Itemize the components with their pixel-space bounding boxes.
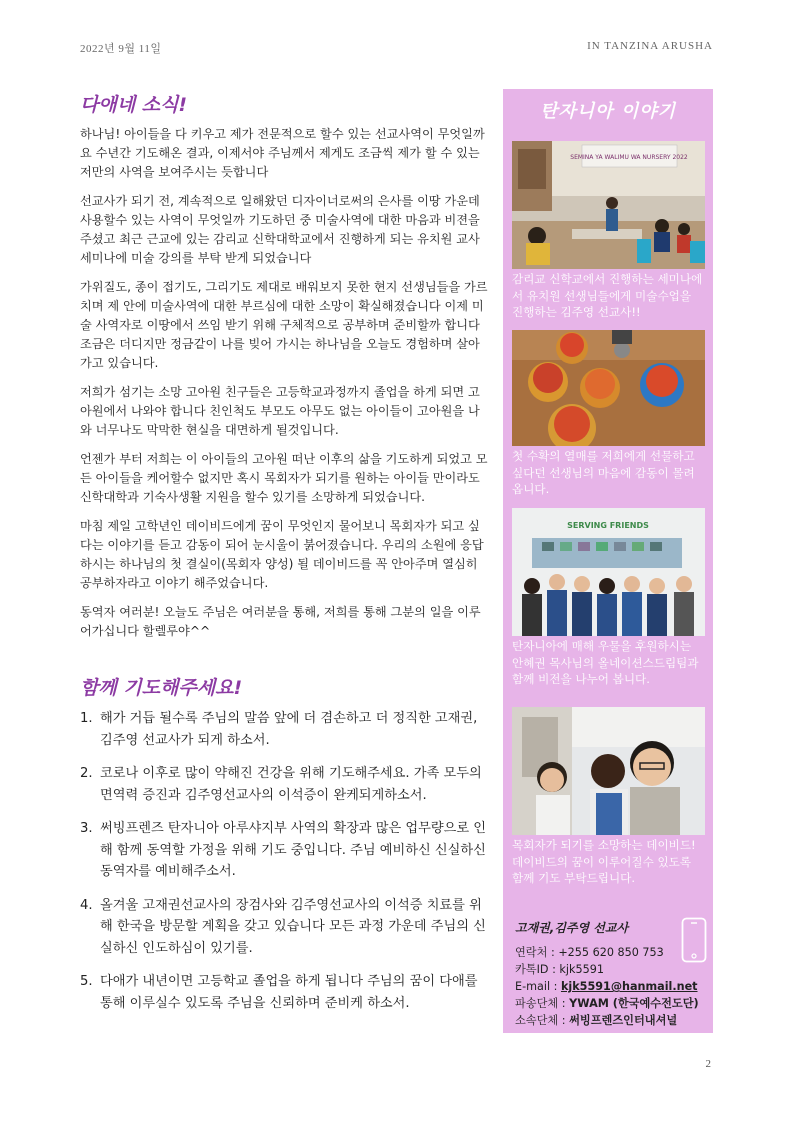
news-title: 다애네 소식! bbox=[80, 94, 188, 116]
prayer-item bbox=[80, 971, 490, 1014]
tomato-caption: 첫 수확의 열매를 저희에게 선물하고 싶다던 선생님의 마음에 감동이 몰려옵니다. bbox=[512, 449, 695, 496]
prayer-text: 써빙프렌즈 탄자니아 아루샤지부 사역의 확장과 많은 업무량으로 인해 함께 동역할 가정을 위해 기도 중입니다. 주님 예비하신 신실하신 동역자를 예비해주소서. bbox=[100, 821, 487, 879]
news-paragraph: 언젠가 부터 저희는 이 아이들의 고아원 떠난 이후의 삶을 기도하게 되었고 모든 아이들을 케어할수 없지만 혹시 목회자가 되기를 원하는 아이들 만이라도 신학대학과 기숙사생활 지원을 할수 있기를 소망하게 되었습니다. bbox=[80, 452, 488, 504]
banner-text: SEMINA YA WALIMU WA NURSERY 2022 bbox=[570, 154, 688, 161]
contact-sending-row bbox=[515, 995, 701, 1012]
group-photo bbox=[512, 508, 705, 636]
news-paragraph: 동역자 여러분! 오늘도 주님은 여러분을 통해, 저희를 통해 그분의 일을 이루어가십니다 할렐루야^^ bbox=[80, 605, 481, 638]
kakao-label: 카톡ID : bbox=[515, 963, 556, 976]
prayer-text: 다애가 내년이면 고등학교 졸업을 하게 됩니다 주님의 꿈이 다애를 통해 이루실수 있도록 주님을 신뢰하며 준비케 하소서. bbox=[100, 974, 478, 1011]
tomato-baskets-photo bbox=[512, 330, 705, 446]
contact-email-row bbox=[515, 978, 701, 995]
header-date: 2022년 9월 11일 bbox=[80, 43, 162, 55]
sending-label: 파송단체 : bbox=[515, 997, 566, 1010]
news-paragraph: 저희가 섬기는 소망 고아원 친구들은 고등학교과정까지 졸업을 하게 되면 고아원에서 나와야 합니다 친인척도 부모도 아무도 없는 아이들이 고아원을 나와 너무나도 막막한 현실을 대면하게 될것입니다. bbox=[80, 385, 480, 437]
prayer-item bbox=[80, 895, 490, 960]
prayer-text: 올겨울 고재권선교사의 장검사와 김주영선교사의 이석증 치료를 위해 한국을 방문할 계획을 갖고 있습니다 모든 과정 가운데 주님의 신실하신 인도하심이 있기를. bbox=[100, 897, 486, 956]
david-caption: 목회자가 되기를 소망하는 데이비드! 데이비드의 꿈이 이루어질수 있도록 함께 기도 부탁드립니다. bbox=[512, 838, 696, 885]
seminar-photo bbox=[512, 141, 705, 269]
contact-phone-row bbox=[515, 944, 701, 961]
contact-kakao-row bbox=[515, 961, 701, 978]
mural-text: SERVING FRIENDS bbox=[567, 521, 649, 530]
contact-affil-row bbox=[515, 1012, 701, 1029]
sidebar-title: 탄자니아 이야기 bbox=[540, 101, 676, 122]
group-caption: 탄자니아에 매해 우물을 후원하시는 안혜권 목사님의 올네이션스드림팀과 함께 비전을 나누어 봅니다. bbox=[512, 639, 699, 686]
news-paragraph: 마침 제일 고학년인 데이비드에게 꿈이 무엇인지 물어보니 목회자가 되고 싶다는 이야기를 듣고 감동이 되어 눈시울이 붉어졌습니다. 우리의 소원에 응답하시는 하나님의 첫 결실이(목회자 양성) 될 데이비드를 꼭 안아주며 열심히 공부하자라고 이야기 해주었습니다. bbox=[80, 519, 484, 590]
affil-label: 소속단체 : bbox=[515, 1014, 566, 1027]
phone-icon bbox=[681, 917, 707, 967]
news-paragraph: 하나님! 아이들을 다 키우고 제가 전문적으로 할수 있는 선교사역이 무엇일까요 수년간 기도해온 결과, 이제서야 주님께서 제게도 조금씩 제가 할 수 있는 저만의 사역을 보여주시는 듯합니다 bbox=[80, 127, 485, 179]
email-label: E-mail : bbox=[515, 980, 558, 993]
prayer-item bbox=[80, 818, 490, 883]
affil-org: 써빙프렌즈인터내셔널 bbox=[569, 1014, 678, 1027]
sending-org: YWAM (한국예수전도단) bbox=[569, 997, 699, 1010]
prayer-text: 해가 거듭 될수록 주님의 말씀 앞에 더 겸손하고 더 정직한 고재권, 김주영 선교사가 되게 하소서. bbox=[100, 711, 478, 748]
tanzania-story-sidebar bbox=[503, 89, 713, 1033]
contact-block bbox=[515, 919, 701, 1029]
prayer-text: 코로나 이후로 많이 약해진 건강을 위해 기도해주세요. 가족 모두의 면역력 증진과 김주영선교사의 이석증이 완케되게하소서. bbox=[100, 766, 482, 803]
prayer-item bbox=[80, 763, 490, 806]
prayer-list bbox=[80, 708, 490, 1014]
main-column bbox=[80, 90, 490, 1026]
prayer-number: 5. bbox=[80, 974, 93, 989]
prayer-number: 4. bbox=[80, 897, 93, 913]
prayer-title: 함께 기도해주세요! bbox=[80, 677, 243, 699]
phone-number[interactable]: +255 620 850 753 bbox=[558, 946, 664, 959]
news-paragraph: 선교사가 되기 전, 계속적으로 일해왔던 디자이너로써의 은사를 이땅 가운데 사용할수 있는 사역이 무엇일까 기도하던 중 미술사역에 대한 마음과 비젼을 주셨고 최근 근교에 있는 감리교 신학대학교에서 진행하게 되는 유치원 교사 세미나에 미술 강의를 부탁 받게 되었습니다 bbox=[80, 194, 480, 265]
kakao-id: kjk5591 bbox=[559, 963, 604, 976]
header-location: IN TANZINA ARUSHA bbox=[587, 40, 713, 52]
david-selfie-photo bbox=[512, 707, 705, 835]
prayer-item bbox=[80, 708, 490, 751]
prayer-number: 1. bbox=[80, 711, 93, 726]
missionary-names: 고재권,김주영 선교사 bbox=[515, 921, 629, 935]
news-paragraph: 가위질도, 종이 접기도, 그리기도 제대로 배워보지 못한 현지 선생님들을 가르치며 제 안에 미술사역에 대한 부르심에 대한 소망이 확실해졌습니다 이제 미술 사역자로 이땅에서 쓰임 받기 위해 구체적으로 공부하며 준비할까 합니다 조금은 더디지만 정금같이 나를 빚어 가시는 하나님을 오늘도 경험하며 살아가고 있습니다. bbox=[80, 280, 488, 370]
prayer-number: 3. bbox=[80, 821, 93, 836]
page-number: 2 bbox=[705, 1058, 711, 1070]
prayer-number: 2. bbox=[80, 766, 93, 781]
seminar-caption: 감리교 신학교에서 진행하는 세미나에서 유치원 선생님들에게 미술수업을 진행하는 김주영 선교사!! bbox=[512, 272, 703, 319]
phone-label: 연락처 : bbox=[515, 946, 555, 959]
email-link[interactable]: kjk5591@hanmail.net bbox=[560, 980, 698, 993]
